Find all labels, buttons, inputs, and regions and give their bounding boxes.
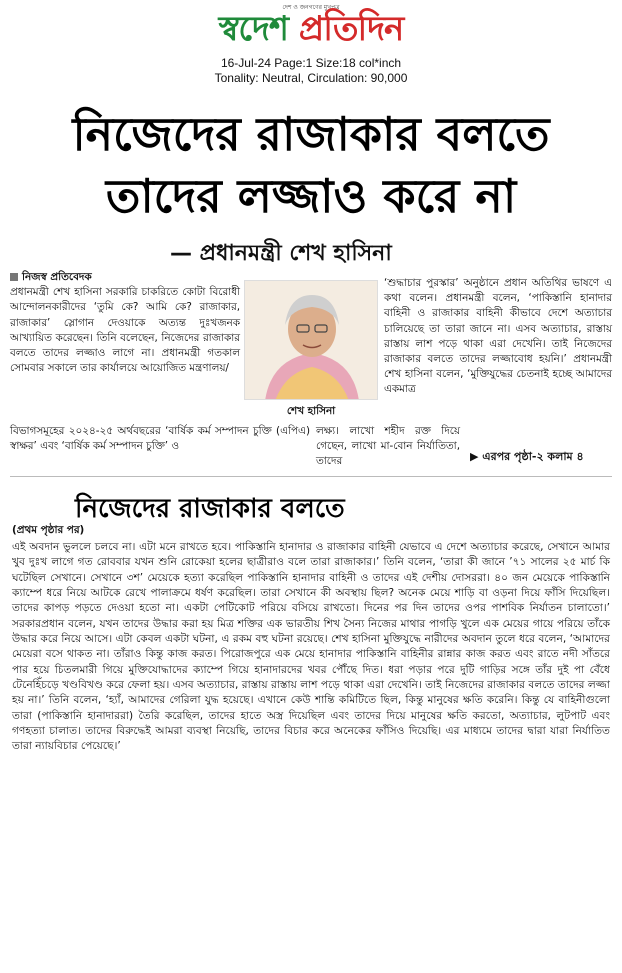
continued-on-page-link: ▶ এরপর পৃষ্ঠা-২ কলাম ৪ [470,450,584,463]
headline-line-2: তাদের লজ্জাও করে না [105,169,517,223]
reporter-credit [10,270,240,285]
article-left-tail: বিভাগসমূহের ২০২৪-২৫ অর্থবছরের ‘বার্ষিক কর্ম সম্পাদন চুক্তি (এপিএ) স্বাক্ষর’ এবং ‘বার্ষিক কর্ম সম্পাদন চুক্তি’ ও [10,425,310,453]
masthead-tagline: দেশ ও জনগণের মুখপত্র [282,4,340,11]
headline-attribution: — প্রধানমন্ত্রী শেখ হাসিনা [170,241,392,266]
section-divider [10,476,612,477]
article-left-column [10,270,240,376]
continuation-body: এই অবদান ভুললে চলবে না। এটা মনে রাখতে হবে। পাকিস্তানি হানাদার ও রাজাকার বাহিনী যেভাবে এ দেশে অত্যাচার করেছে, সেখানে আমার খুব দুঃখ লাগে গত রোববার যখন শুনি রোকেয়া হলের ছাত্রীরাও বলে তারা রাজাকার।’ তিনি বলেন, ‘তারা কী জানে ’৭১ সালের ২৫ মার্চ কি ঘটেছিল সেখানে। সেখানে ৩শ’ মেয়েকে হত্যা করেছিল পাকিস্তানি হানাদার বাহিনী ও তাদের এই দেশীয় দোসররা। ৪০ জন মেয়েকে পাকিস্তানি ক্যাম্পে ধরে নিয়ে আটকে রেখে পালাক্রমে ধর্ষণ করেছিল। তারা সেখানে কী অবস্থায় ছিল? অনেক মেয়ে শাড়ি বা ওড়না দিয়ে ফাঁসি দিয়েছিল। তাদের কাপড় পড়তে দেওয়া হতো না। একটা পেটিকোট পরিয়ে বসিয়ে রাখতো। দিনের পর দিন তাদের ওপর পাশবিক নির্যাতন চালাতো।’ সরকারপ্রধান বলেন, যখন তাদের উদ্ধার করা হয় মিত্র শক্তির এক ভারতীয় শিখ সৈন্য নিজের মাথার পাগড়ি খুলে এক মেয়ের গায়ে পরিয়ে তাঁকে উদ্ধার করে নিয়ে আসে। এটা কেবল একটা ঘটনা, এ রকম বহু ঘটনা রয়েছে। শেখ হাসিনা মুক্তিযুদ্ধে নারীদের অবদান তুলে ধরে বলেন, ‘আমাদের মেয়েরা বসে থাকত না। তাঁরাও কিন্তু কাজ করত। পিরোজপুরে এক মেয়ে হানাদার পাকিস্তানি বাহিনীর রান্নার কাজ করত এবং রাতে নদী সাঁতরে পার হয়ে চিতলমারী গিয়ে মুক্তিযোদ্ধাদের ক্যাম্পে গিয়ে হানাদারদের খবর পৌঁছে দিত। ধরা পড়ার পরে দুটি গাড়ির সঙ্গে তাঁর দুই পা বেঁধে টেনেহিঁচড়ে খণ্ডবিখণ্ড করে ফেলা হয়। এসব অত্যাচার, রাস্তায় রাস্তায় লাশ পড়ে থাকা এরা দেখেনি। তাই নিজেদের রাজাকার বলতে তাদের লজ্জা হয় না।’ তিনি বলেন, ‘হ্যাঁ, আমাদের গেরিলা যুদ্ধ হয়েছে। এখানে কেউ শান্তি কমিটিতে ছিল, কিন্তু মানুষের ক্ষতি করেনি। কিন্তু যে বাহিনীগুলো তারা (পাকিস্তানি হানাদাররা) তৈরি করেছিল, তাদের হাতে অস্ত্র দিয়েছিল এবং তাদের দিয়ে মানুষের ক্ষতি করতো, অত্যাচার, লুটপাট এবং গণহত্যা চালাত। তাদের বিরুদ্ধেই আমরা ব্যবস্থা নিয়েছি, তাদের বিচার করে অনেকের ফাঁসিও দিয়েছি। এর মাধ্যমে তাদের দ্বারা যারা নির্যাতিত তারা ন্যায়বিচার পেয়েছে।’ [12,541,610,753]
newspaper-logo [0,8,622,50]
clipping-meta-tonality: Tonality: Neutral, Circulation: 90,000 [214,71,408,85]
logo-word-protidin: প্রতিদিন [298,9,404,49]
continuation-title: নিজেদের রাজাকার বলতে [75,494,345,524]
article-mid-tail: লক্ষ্য। লাখো শহীদ রক্ত দিয়ে গেছেন, লাখো মা-বোন নির্যাতিতা, তাদের [316,425,460,468]
headline-line-1: নিজেদের রাজাকার বলতে [72,107,550,161]
article-right-column: ‘শুদ্ধাচার পুরস্কার’ অনুষ্ঠানে প্রধান অতিথির ভাষণে এ কথা বলেন। প্রধানমন্ত্রী বলেন, ‘পাকিস্তানি হানাদার বাহিনী ও রাজাকার বাহিনী কীভাবে দেশে অত্যাচার চালিয়েছে তা তারা জানে না। এসব অত্যাচার, রাস্তায় রাস্তায় লাশ পড়ে থাকা এরা দেখেনি। তাই নিজেদের রাজাকার বলতে তাদের লজ্জাবোধ হয়নি।’ প্রধানমন্ত্রী শেখ হাসিনা বলেন, ‘মুক্তিযুদ্ধের চেতনাই হচ্ছে আমাদের একমাত্র [384,277,612,396]
logo-word-swadesh: স্বদেশ [218,9,288,49]
portrait-photo [244,280,378,400]
clipping-meta-date: 16-Jul-24 Page:1 Size:18 col*inch [220,56,402,70]
portrait-icon [245,281,378,400]
masthead [0,0,622,52]
square-bullet-icon [10,273,18,281]
reporter-name: নিজস্ব প্রতিবেদক [22,271,92,283]
continuation-subtitle: (প্রথম পৃষ্ঠার পর) [12,524,85,536]
left-column-text: প্রধানমন্ত্রী শেখ হাসিনা সরকারি চাকরিতে কোটা বিরোধী আন্দোলনকারীদের ‘তুমি কে? আমি কে? রাজাকার, রাজাকার’ স্লোগান দেওয়াকে অত্যন্ত দুঃখজনক আখ্যায়িত করেছেন। তিনি বলেছেন, নিজেদের রাজাকার বলতে তাদের লজ্জাও লাগে না। প্রধানমন্ত্রী গতকাল সোমবার সকালে তার কার্যালয়ে আয়োজিত মন্ত্রণালয়/ [10,286,240,375]
photo-caption: শেখ হাসিনা [286,405,336,417]
